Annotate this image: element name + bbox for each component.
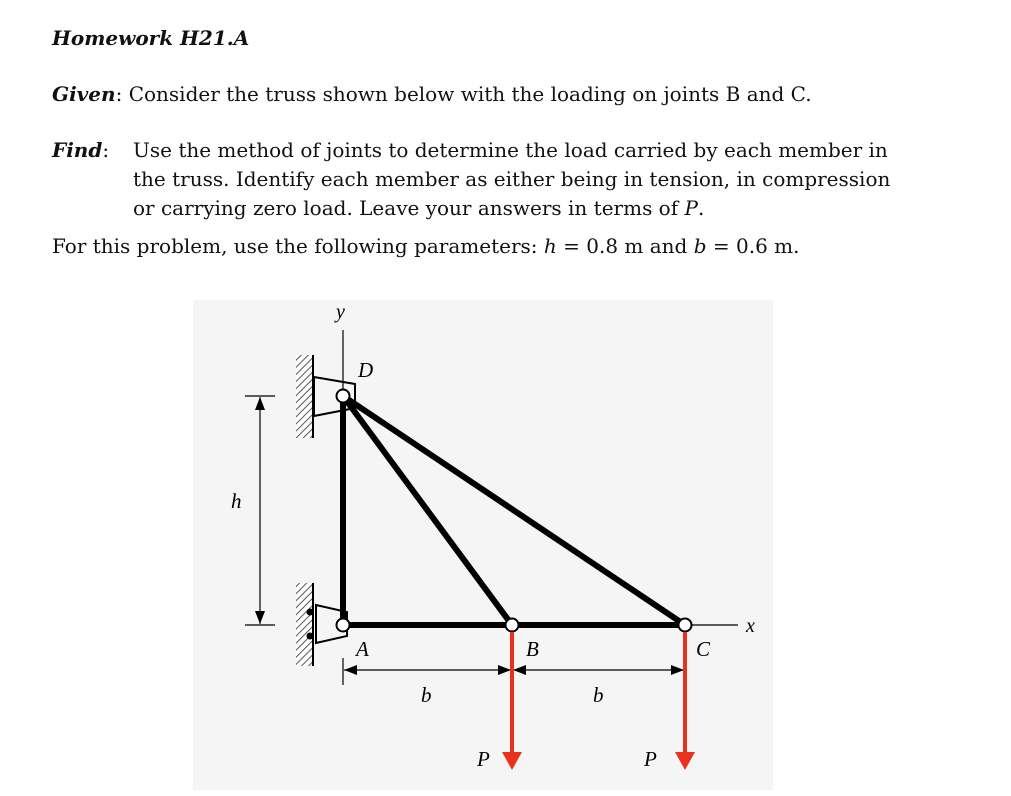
joint-a [337, 619, 350, 632]
load-c-label: P [644, 747, 657, 771]
find-label-wrap [52, 136, 109, 165]
label-c: C [696, 637, 711, 661]
dim-h-label: h [231, 489, 242, 513]
y-axis-label: y [336, 301, 345, 323]
params-prefix: For this problem, use the following parameters: [52, 234, 544, 258]
find-line-3 [133, 194, 903, 223]
joint-c [679, 619, 692, 632]
params-h-var: h [543, 234, 557, 258]
joint-b [506, 619, 519, 632]
label-d: D [358, 358, 374, 382]
wall-upper [296, 355, 314, 438]
find-label: Find [52, 138, 103, 162]
joint-d [337, 390, 350, 403]
find-line-3-end: . [697, 196, 705, 220]
parameters-statement [52, 232, 800, 261]
truss-figure [193, 300, 773, 790]
given-text: Consider the truss shown below with the loading on joints B and C. [128, 82, 812, 106]
find-colon: : [102, 138, 110, 162]
label-a: A [356, 637, 369, 661]
params-h-value: = 0.8 m and [556, 234, 694, 258]
given-statement [52, 80, 812, 109]
params-b-value: = 0.6 m. [706, 234, 800, 258]
roller-top [307, 609, 314, 616]
dim-b1-label: b [421, 683, 432, 707]
load-b-label: P [477, 747, 490, 771]
find-line-3-text: or carrying zero load. Leave your answers in terms of [133, 196, 685, 220]
find-line-2: the truss. Identify each member as either being in tension, in compression [133, 167, 891, 191]
find-var-p: P [684, 196, 698, 220]
page-title: Homework H21.A [52, 26, 250, 50]
params-b-var: b [693, 234, 707, 258]
wall-lower [296, 583, 314, 666]
roller-bottom [307, 633, 314, 640]
find-line-1: Use the method of joints to determine the load carried by each member in [133, 138, 888, 162]
dim-b2-label: b [593, 683, 604, 707]
label-b: B [526, 637, 539, 661]
given-label: Given [52, 82, 116, 106]
given-colon: : [115, 82, 123, 106]
find-statement [133, 136, 903, 223]
x-axis-label: x [746, 615, 755, 637]
